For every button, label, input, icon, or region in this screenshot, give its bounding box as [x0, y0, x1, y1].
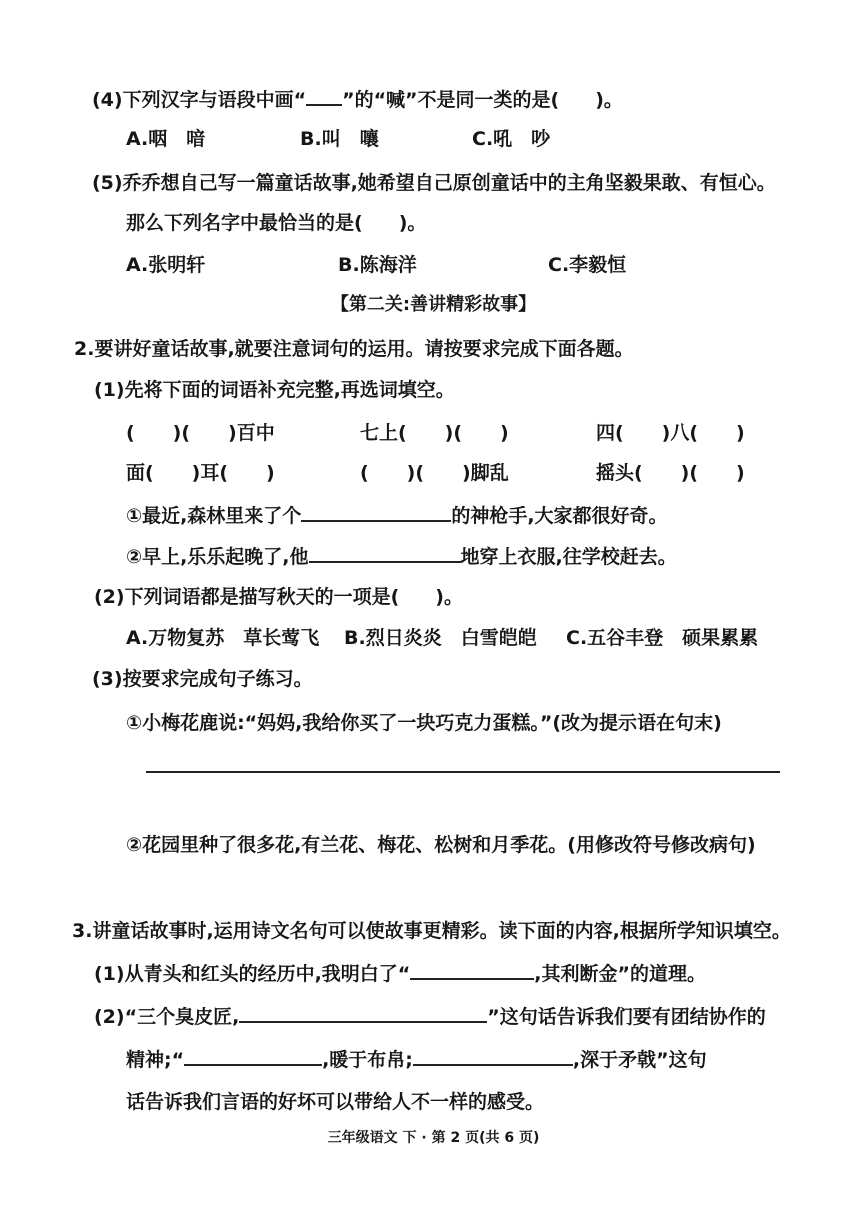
- word-fill-2[interactable]: 七上( )( ): [360, 422, 509, 444]
- q3-sub2: [94, 1003, 766, 1030]
- word-fill-6[interactable]: 摇头( )( ): [596, 462, 745, 484]
- q3-sub2-line2-c: ,深于矛戟”这句: [572, 1049, 707, 1071]
- q3-sub1: [94, 960, 706, 987]
- q2-sub2-option-c: C.五谷丰登 硕果累累: [566, 627, 759, 649]
- q4-option-a: A.咽 喑: [126, 128, 206, 150]
- q4-stem: [92, 86, 623, 113]
- q3-stem: 3.讲童话故事时,运用诗文名句可以使故事更精彩。读下面的内容,根据所学知识填空。: [72, 920, 791, 942]
- q5-option-a: A.张明轩: [126, 254, 206, 276]
- fill-sentence-1: [126, 502, 668, 529]
- answer-line[interactable]: [146, 771, 780, 773]
- fill-sentence-1-blank[interactable]: [301, 502, 451, 522]
- q3-sub1-blank[interactable]: [410, 960, 534, 980]
- q4-stem-c: )。: [595, 89, 623, 111]
- q2-sub3-item1: ①小梅花鹿说:“妈妈,我给你买了一块巧克力蛋糕。”(改为提示语在句末): [126, 712, 722, 734]
- q2-sub1-stem: (1)先将下面的词语补充完整,再选词填空。: [94, 379, 455, 401]
- q3-sub2-blank-2[interactable]: [184, 1046, 322, 1066]
- q5-stem-line2-b: )。: [398, 212, 427, 234]
- q3-sub2-line2: [126, 1046, 707, 1073]
- q3-sub2-line2-b: ,暖于布帛;: [322, 1049, 413, 1071]
- fill-sentence-2-a: ②早上,乐乐起晚了,他: [126, 546, 309, 568]
- q3-sub2-b: ”这句话告诉我们要有团结协作的: [487, 1006, 766, 1028]
- q2-sub2-stem-a: (2)下列词语都是描写秋天的一项是(: [94, 586, 400, 608]
- word-fill-3[interactable]: 四( )八( ): [596, 422, 745, 444]
- fill-sentence-2-b: 地穿上衣服,往学校赶去。: [460, 546, 677, 568]
- word-fill-5[interactable]: ( )( )脚乱: [360, 462, 509, 484]
- q4-option-b: B.叫 嚷: [300, 128, 379, 150]
- fill-sentence-2: [126, 543, 677, 570]
- q3-sub2-line2-a: 精神;“: [126, 1049, 185, 1071]
- q4-stem-a: (4)下列汉字与语段中画“: [92, 89, 307, 111]
- q3-sub1-a: (1)从青头和红头的经历中,我明白了“: [94, 963, 411, 985]
- q3-sub2-blank[interactable]: [239, 1003, 487, 1023]
- q4-option-c: C.吼 吵: [472, 128, 551, 150]
- q5-stem-line1: (5)乔乔想自己写一篇童话故事,她希望自己原创童话中的主角坚毅果敢、有恒心。: [92, 172, 776, 194]
- fill-sentence-1-b: 的神枪手,大家都很好奇。: [451, 505, 668, 527]
- q3-sub2-blank-3[interactable]: [413, 1046, 573, 1066]
- fill-sentence-1-a: ①最近,森林里来了个: [126, 505, 302, 527]
- q3-sub2-a: (2)“三个臭皮匠,: [94, 1006, 240, 1028]
- q4-stem-b: ”的“喊”不是同一类的是(: [342, 89, 560, 111]
- q2-sub3-stem: (3)按要求完成句子练习。: [92, 668, 313, 690]
- q3-sub2-line3: 话告诉我们言语的好坏可以带给人不一样的感受。: [126, 1091, 545, 1113]
- q2-sub2-stem: [94, 584, 463, 610]
- q5-stem-line2: [126, 210, 426, 236]
- q5-option-b: B.陈海洋: [338, 254, 417, 276]
- q2-stem: 2.要讲好童话故事,就要注意词句的运用。请按要求完成下面各题。: [74, 338, 634, 360]
- q4-underline-blank[interactable]: [306, 86, 342, 106]
- q2-sub2-option-a: A.万物复苏 草长莺飞: [126, 627, 320, 649]
- word-fill-1[interactable]: ( )( )百中: [126, 422, 275, 444]
- q2-sub3-item2: ②花园里种了很多花,有兰花、梅花、松树和月季花。(用修改符号修改病句): [126, 834, 756, 856]
- fill-sentence-2-blank[interactable]: [309, 543, 461, 563]
- q3-sub1-b: ,其利断金”的道理。: [534, 963, 707, 985]
- q2-sub2-option-b: B.烈日炎炎 白雪皑皑: [344, 627, 537, 649]
- section-2-title: 【第二关:善讲精彩故事】: [330, 294, 537, 315]
- q2-sub2-stem-b: )。: [435, 586, 463, 608]
- page-footer: 三年级语文 下 · 第 2 页(共 6 页): [327, 1130, 540, 1146]
- q5-option-c: C.李毅恒: [548, 254, 627, 276]
- word-fill-4[interactable]: 面( )耳( ): [126, 462, 275, 484]
- q5-stem-line2-a: 那么下列名字中最恰当的是(: [126, 212, 363, 234]
